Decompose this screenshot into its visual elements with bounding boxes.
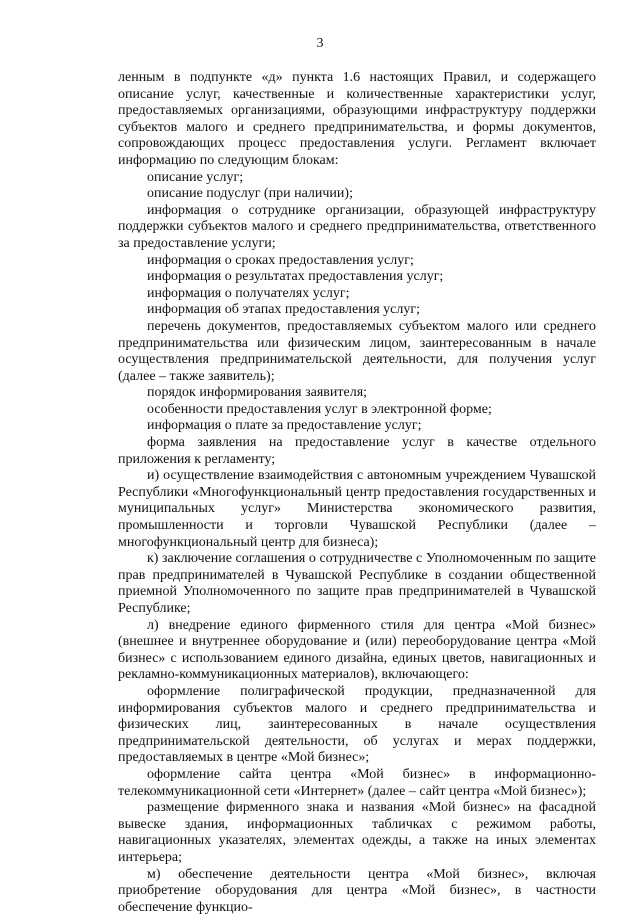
subpoint-l: л) внедрение единого фирменного стиля для центра «Мой бизнес» (внешнее и внутреннее оборудование и (или) переоборудование центра «Мой бизнес» с использованием единого дизайна, единых цветов, навигационных и рекламно-коммуникационных материалов), включающего: <box>118 618 596 684</box>
page-number: 3 <box>0 36 640 52</box>
subpoint-i: и) осуществление взаимодействия с автономным учреждением Чувашской Республики «Многофункциональный центр предоставления государственных и муниципальных услуг» Министерства экономического развития, промышленности и торговли Чувашской Республики (далее – многофункциональный центр для бизнеса); <box>118 468 596 551</box>
list-item: описание подуслуг (при наличии); <box>118 186 596 203</box>
list-item: перечень документов, предоставляемых субъектом малого или среднего предпринимательства или физическим лицом, заинтересованным в начале осуществления предпринимательской деятельности, для получения услуг (далее – также заявитель); <box>118 319 596 385</box>
list-item: информация о результатах предоставления услуг; <box>118 269 596 286</box>
list-item: оформление полиграфической продукции, предназначенной для информирования субъектов малого и среднего предпринимательства и физических лиц, заинтересованных в начале осуществления предпринимательской деятельности, об услугах и мерах поддержки, предоставляемых в центре «Мой бизнес»; <box>118 684 596 767</box>
list-item: размещение фирменного знака и названия «Мой бизнес» на фасадной вывеске здания, информационных табличках с режимом работы, навигационных указателях, элементах одежды, а также на иных элементах интерьера; <box>118 800 596 866</box>
list-item: порядок информирования заявителя; <box>118 385 596 402</box>
list-item: особенности предоставления услуг в электронной форме; <box>118 402 596 419</box>
list-item: информация о получателях услуг; <box>118 286 596 303</box>
list-item: оформление сайта центра «Мой бизнес» в информационно-телекоммуникационной сети «Интернет» (далее – сайт центра «Мой бизнес»); <box>118 767 596 800</box>
list-item: информация о сотруднике организации, образующей инфраструктуру поддержки субъектов малого и среднего предпринимательства, ответственного за предоставление услуги; <box>118 203 596 253</box>
list-item: форма заявления на предоставление услуг в качестве отдельного приложения к регламенту; <box>118 435 596 468</box>
list-item: информация об этапах предоставления услуг; <box>118 302 596 319</box>
list-item: описание услуг; <box>118 170 596 187</box>
list-item: информация о сроках предоставления услуг; <box>118 253 596 270</box>
paragraph-continuation: ленным в подпункте «д» пункта 1.6 настоящих Правил, и содержащего описание услуг, качественные и количественные характеристики услуг, предоставляемых организациями, образующими инфраструктуру поддержки субъектов малого и среднего предпринимательства, и формы документов, сопровождающих процесс предоставления услуги. Регламент включает информацию по следующим блокам: <box>118 70 596 170</box>
document-body <box>118 70 596 916</box>
subpoint-m: м) обеспечение деятельности центра «Мой бизнес», включая приобретение оборудования для центра «Мой бизнес», в частности обеспечение функцио- <box>118 867 596 916</box>
list-item: информация о плате за предоставление услуг; <box>118 418 596 435</box>
subpoint-k: к) заключение соглашения о сотрудничестве с Уполномоченным по защите прав предпринимателей в Чувашской Республике в создании общественной приемной Уполномоченного по защите прав предпринимателей в Чувашской Республике; <box>118 551 596 617</box>
